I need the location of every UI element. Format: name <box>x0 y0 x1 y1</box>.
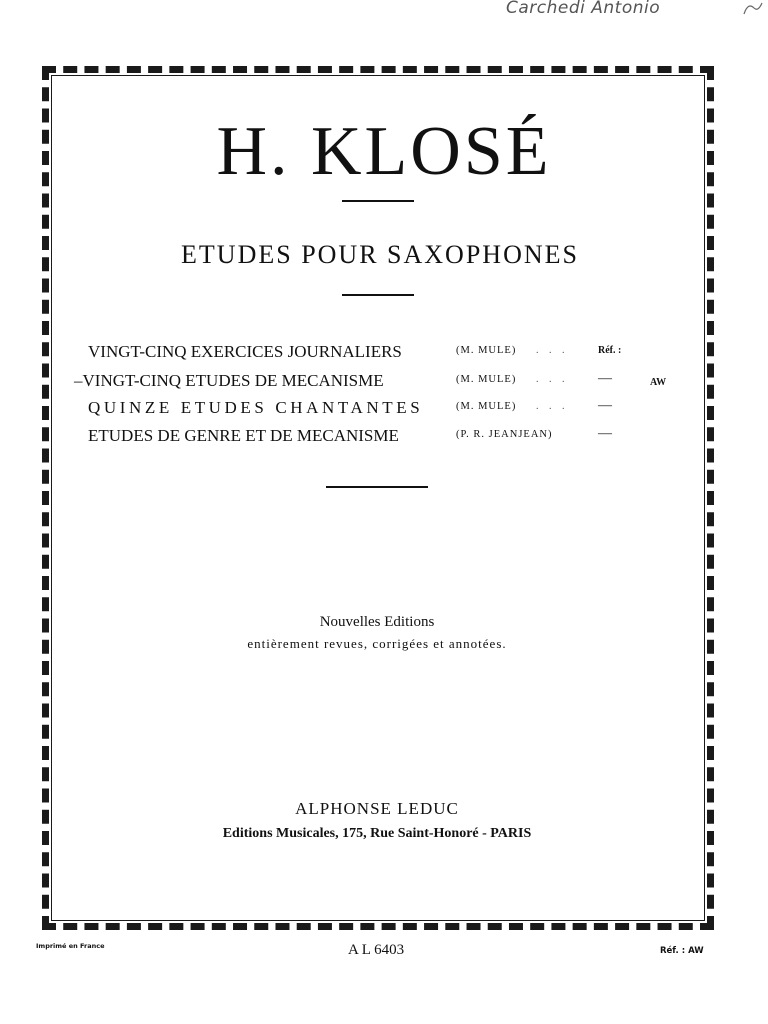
editions-subtitle: entièrement revues, corrigées et annotées. <box>247 636 507 651</box>
contents-row <box>74 371 688 395</box>
ref-code: AW <box>650 377 667 388</box>
ref-label: Réf. : <box>598 345 622 356</box>
study-title: ETUDES DE GENRE ET DE MECANISME <box>88 426 399 445</box>
composer-name: H. KLOSÉ <box>216 113 552 190</box>
leader-dots: . . . <box>536 401 569 412</box>
divider <box>342 200 414 202</box>
handwritten-signature: Carchedi Antonio <box>506 0 661 18</box>
work-title: ETUDES POUR SAXOPHONES <box>181 240 579 269</box>
footer-ref: Réf. : AW <box>660 946 704 956</box>
ref-dash: — <box>598 426 612 441</box>
study-author: (M. MULE) <box>456 374 517 385</box>
contents-row <box>88 342 688 366</box>
contents-row <box>88 398 688 422</box>
ref-dash: — <box>598 398 612 413</box>
leader-dots: . . . <box>536 374 569 385</box>
publisher-address: Editions Musicales, 175, Rue Saint-Honoré - PARIS <box>222 826 532 841</box>
study-title: VINGT-CINQ EXERCICES JOURNALIERS <box>88 342 402 361</box>
editions-title: Nouvelles Editions <box>319 614 435 630</box>
printed-in-label: Imprimé en France <box>36 942 105 950</box>
publisher-name: ALPHONSE LEDUC <box>295 799 459 818</box>
ref-dash: — <box>598 371 612 386</box>
leader-dots: . . . <box>536 345 569 356</box>
study-title: –VINGT-CINQ ETUDES DE MECANISME <box>74 371 384 390</box>
study-author: (M. MULE) <box>456 345 517 356</box>
contents-row <box>88 426 688 450</box>
catalog-number: A L 6403 <box>348 942 405 958</box>
divider <box>342 294 414 296</box>
study-author: (M. MULE) <box>456 401 517 412</box>
study-title: QUINZE ETUDES CHANTANTES <box>88 398 424 417</box>
study-author: (P. R. JEANJEAN) <box>456 429 553 440</box>
divider <box>326 486 428 488</box>
pen-mark-icon <box>742 0 764 18</box>
